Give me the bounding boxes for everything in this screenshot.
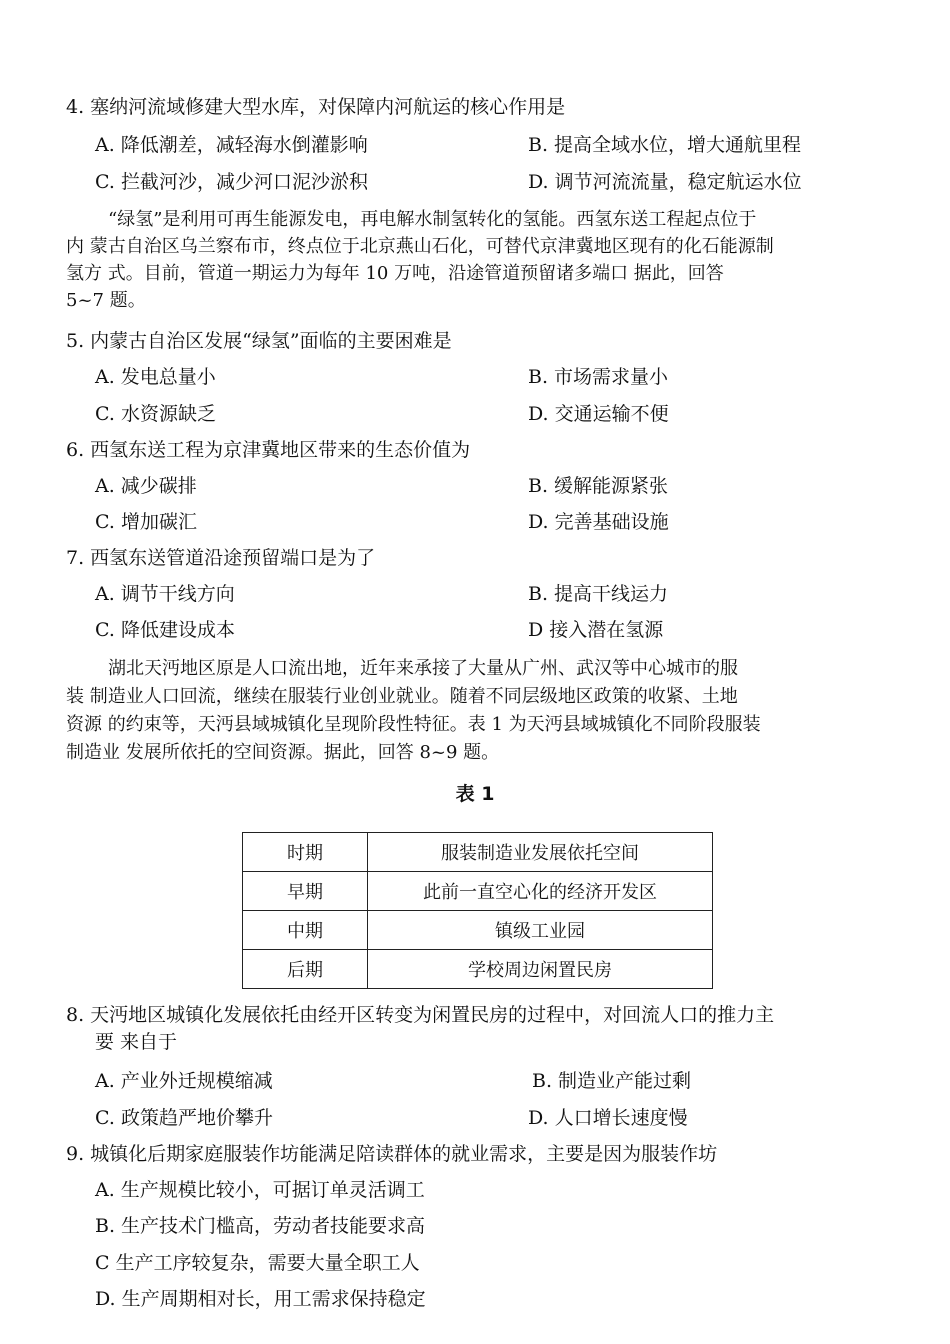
q9-stem: 9. 城镇化后期家庭服装作坊能满足陪读群体的就业需求，主要是因为服装作坊 [66,1143,718,1165]
passage1-line-4: 5~7 题。 [66,290,146,311]
q5-option-d: D. 交通运输不便 [528,403,669,425]
q7-stem: 7. 西氢东送管道沿途预留端口是为了 [66,547,376,569]
table-row [243,872,713,911]
q5-option-b: B. 市场需求量小 [528,366,669,388]
q5-option-c: C. 水资源缺乏 [95,403,216,425]
q8-stem-line-2: 要 来自于 [95,1031,178,1053]
q9-option-c: C 生产工序较复杂，需要大量全职工人 [95,1252,420,1274]
passage1-line-1: “绿氢”是利用可再生能源发电，再电解水制氢转化的氢能。西氢东送工程起点位于 [108,209,757,230]
table-header-cell: 服装制造业发展依托空间 [368,833,713,872]
q5-option-a: A. 发电总量小 [95,366,216,388]
q5-stem: 5. 内蒙古自治区发展“绿氢”面临的主要困难是 [66,330,452,352]
q8-option-a: A. 产业外迁规模缩减 [95,1070,273,1092]
table-row [243,911,713,950]
passage2-line-1: 湖北天沔地区原是人口流出地，近年来承接了大量从广州、武汉等中心城市的服 [108,658,738,679]
table-cell: 此前一直空心化的经济开发区 [368,872,713,911]
table-row [243,950,713,989]
passage2-line-3: 资源 的约束等，天沔县域城镇化呈现阶段性特征。表 1 为天沔县域城镇化不同阶段服装 [66,714,761,735]
q9-option-a: A. 生产规模比较小，可据订单灵活调工 [95,1179,425,1201]
table-cell: 学校周边闲置民房 [368,950,713,989]
q8-option-c: C. 政策趋严地价攀升 [95,1107,273,1129]
table-title: 表 1 [455,783,495,805]
passage1-line-2: 内 蒙古自治区乌兰察布市，终点位于北京燕山石化，可替代京津冀地区现有的化石能源制 [66,236,774,257]
table-header-cell: 时期 [243,833,368,872]
q4-option-c: C. 拦截河沙，减少河口泥沙淤积 [95,171,368,193]
q8-option-d: D. 人口增长速度慢 [528,1107,688,1129]
q4-option-d: D. 调节河流流量，稳定航运水位 [528,171,802,193]
table-cell: 中期 [243,911,368,950]
q7-option-b: B. 提高干线运力 [528,583,669,605]
passage2-line-2: 装 制造业人口回流，继续在服装行业创业就业。随着不同层级地区政策的收紧、土地 [66,686,738,707]
q6-option-c: C. 增加碳汇 [95,511,197,533]
q4-option-b: B. 提高全域水位，增大通航里程 [528,134,802,156]
q8-stem-line-1: 8. 天沔地区城镇化发展依托由经开区转变为闲置民房的过程中，对回流人口的推力主 [66,1004,775,1026]
table-cell: 早期 [243,872,368,911]
q8-option-b: B. 制造业产能过剩 [532,1070,692,1092]
q6-stem: 6. 西氢东送工程为京津冀地区带来的生态价值为 [66,439,471,461]
q9-option-b: B. 生产技术门槛高，劳动者技能要求高 [95,1215,426,1237]
q7-option-a: A. 调节干线方向 [95,583,235,605]
q6-option-b: B. 缓解能源紧张 [528,475,669,497]
q9-option-d: D. 生产周期相对长，用工需求保持稳定 [95,1288,426,1310]
q4-stem: 4. 塞纳河流域修建大型水库，对保障内河航运的核心作用是 [66,96,566,118]
q7-option-d: D 接入潜在氢源 [528,619,664,641]
table-header-row [243,833,713,872]
q6-option-d: D. 完善基础设施 [528,511,669,533]
q7-option-c: C. 降低建设成本 [95,619,235,641]
passage2-line-4: 制造业 发展所依托的空间资源。据此，回答 8~9 题。 [66,742,500,763]
table-cell: 镇级工业园 [368,911,713,950]
table-cell: 后期 [243,950,368,989]
spatial-resource-table [242,832,713,989]
q6-option-a: A. 减少碳排 [95,475,197,497]
q4-option-a: A. 降低潮差，减轻海水倒灌影响 [95,134,368,156]
passage1-line-3: 氢方 式。目前，管道一期运力为每年 10 万吨，沿途管道预留诸多端口 据此，回答 [66,263,724,284]
